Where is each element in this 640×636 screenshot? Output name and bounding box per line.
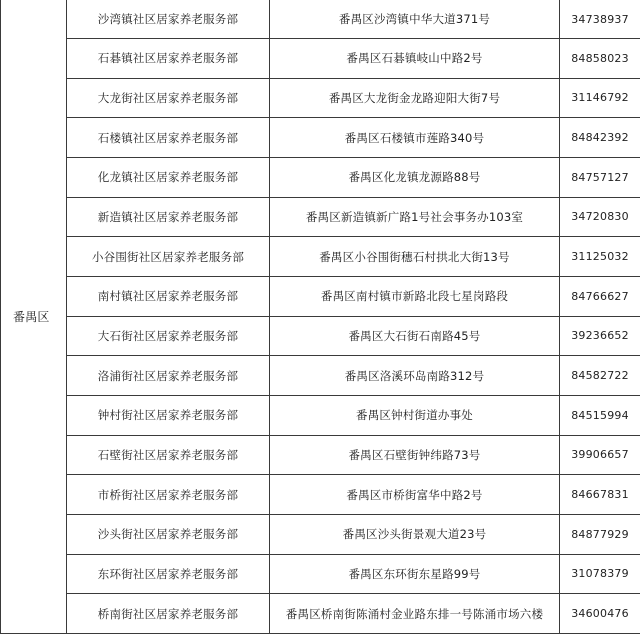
center-name-cell: 钟村街社区居家养老服务部 xyxy=(67,395,270,435)
address-cell: 番禺区化龙镇龙源路88号 xyxy=(270,157,560,197)
table-row xyxy=(1,316,640,356)
center-name-cell: 沙头街社区居家养老服务部 xyxy=(67,514,270,554)
address-cell: 番禺区石楼镇市莲路340号 xyxy=(270,118,560,158)
phone-cell: 39906657 xyxy=(560,435,640,475)
phone-cell: 84766627 xyxy=(560,276,640,316)
center-name-cell: 桥南街社区居家养老服务部 xyxy=(67,594,270,634)
table-row xyxy=(1,118,640,158)
center-name-cell: 新造镇社区居家养老服务部 xyxy=(67,197,270,237)
table-row xyxy=(1,475,640,515)
address-cell: 番禺区钟村街道办事处 xyxy=(270,395,560,435)
center-name-cell: 小谷围街社区居家养老服务部 xyxy=(67,237,270,277)
table-row xyxy=(1,237,640,277)
center-name-cell: 化龙镇社区居家养老服务部 xyxy=(67,157,270,197)
address-cell: 番禺区桥南街陈涌村金业路东排一号陈涌市场六楼 xyxy=(270,594,560,634)
table-row xyxy=(1,197,640,237)
address-cell: 番禺区大龙街金龙路迎阳大街7号 xyxy=(270,78,560,118)
phone-cell: 84877929 xyxy=(560,514,640,554)
center-name-cell: 市桥街社区居家养老服务部 xyxy=(67,475,270,515)
address-cell: 番禺区沙头街景观大道23号 xyxy=(270,514,560,554)
address-cell: 番禺区小谷围街穗石村拱北大街13号 xyxy=(270,237,560,277)
center-name-cell: 石壁街社区居家养老服务部 xyxy=(67,435,270,475)
phone-cell: 84858023 xyxy=(560,39,640,79)
address-cell: 番禺区南村镇市新路北段七星岗路段 xyxy=(270,276,560,316)
table-row xyxy=(1,157,640,197)
phone-cell: 34720830 xyxy=(560,197,640,237)
phone-cell: 31146792 xyxy=(560,78,640,118)
table-row xyxy=(1,356,640,396)
address-cell: 番禺区市桥街富华中路2号 xyxy=(270,475,560,515)
center-name-cell: 石碁镇社区居家养老服务部 xyxy=(67,39,270,79)
address-cell: 番禺区洛溪环岛南路312号 xyxy=(270,356,560,396)
center-name-cell: 石楼镇社区居家养老服务部 xyxy=(67,118,270,158)
phone-cell: 31078379 xyxy=(560,554,640,594)
center-name-cell: 东环街社区居家养老服务部 xyxy=(67,554,270,594)
address-cell: 番禺区东环街东星路99号 xyxy=(270,554,560,594)
phone-cell: 84667831 xyxy=(560,475,640,515)
phone-cell: 84582722 xyxy=(560,356,640,396)
address-cell: 番禺区沙湾镇中华大道371号 xyxy=(270,0,560,39)
table-row xyxy=(1,594,640,634)
address-cell: 番禺区石壁街钟纬路73号 xyxy=(270,435,560,475)
phone-cell: 31125032 xyxy=(560,237,640,277)
phone-cell: 84842392 xyxy=(560,118,640,158)
center-name-cell: 南村镇社区居家养老服务部 xyxy=(67,276,270,316)
center-name-cell: 沙湾镇社区居家养老服务部 xyxy=(67,0,270,39)
address-cell: 番禺区新造镇新广路1号社会事务办103室 xyxy=(270,197,560,237)
phone-cell: 34738937 xyxy=(560,0,640,39)
phone-cell: 39236652 xyxy=(560,316,640,356)
table-row xyxy=(1,514,640,554)
table-row xyxy=(1,39,640,79)
center-name-cell: 大龙街社区居家养老服务部 xyxy=(67,78,270,118)
address-cell: 番禺区大石街石南路45号 xyxy=(270,316,560,356)
phone-cell: 84515994 xyxy=(560,395,640,435)
table-row xyxy=(1,435,640,475)
table-row xyxy=(1,78,640,118)
center-name-cell: 洛浦街社区居家养老服务部 xyxy=(67,356,270,396)
address-cell: 番禺区石碁镇岐山中路2号 xyxy=(270,39,560,79)
district-cell: 番禺区 xyxy=(1,0,67,634)
table-row xyxy=(1,276,640,316)
table-row xyxy=(1,554,640,594)
table-body xyxy=(1,0,640,634)
table-row xyxy=(1,0,640,39)
center-name-cell: 大石街社区居家养老服务部 xyxy=(67,316,270,356)
phone-cell: 84757127 xyxy=(560,157,640,197)
phone-cell: 34600476 xyxy=(560,594,640,634)
table-row xyxy=(1,395,640,435)
